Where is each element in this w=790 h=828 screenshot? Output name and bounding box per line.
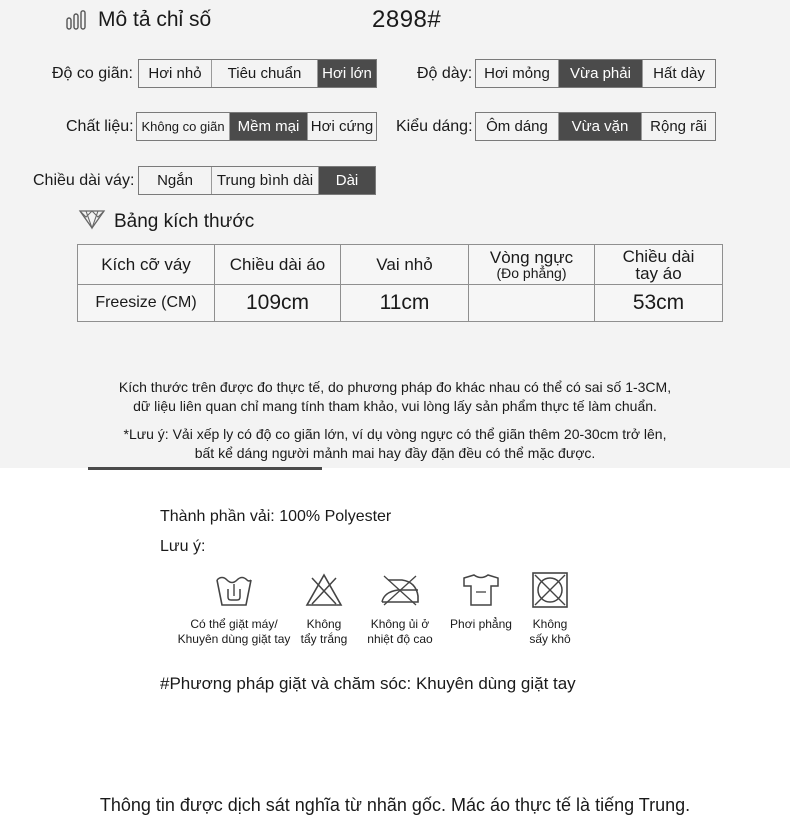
header-length: Chiều dài áo <box>215 245 341 285</box>
care-item-no-tumble-dry <box>522 572 578 647</box>
size-table-title: Bảng kích thước <box>114 210 255 232</box>
care-label-no-high-iron-2: nhiệt độ cao <box>367 632 433 646</box>
diamond-icon <box>78 208 106 235</box>
cell-sleeve: 53cm <box>595 285 723 322</box>
thickness-option-1[interactable]: Hơi mỏng <box>476 60 559 87</box>
stretch-option-2[interactable]: Tiêu chuẩn <box>212 60 318 87</box>
material-option-2[interactable]: Mềm mại <box>230 113 308 140</box>
thickness-selector <box>475 59 716 88</box>
bars-icon <box>66 10 88 30</box>
size-table <box>77 244 723 322</box>
care-label-no-bleach-1: Không <box>306 617 342 631</box>
cell-chest <box>469 285 595 322</box>
care-item-no-high-iron <box>362 572 438 647</box>
fit-label: Kiểu dáng: <box>396 118 473 135</box>
care-label-dry-flat: Phơi phẳng <box>450 617 512 631</box>
note-line-1: Kích thước trên được đo thực tế, do phương pháp đo khác nhau có thể có sai số 1-3CM, <box>118 379 672 395</box>
note-line-2: dữ liệu liên quan chỉ mang tính tham khảo, vui lòng lấy sản phẩm thực tế làm chuẩn. <box>133 398 657 414</box>
care-title: Lưu ý: <box>160 538 206 555</box>
care-label-no-high-iron-1: Không ủi ở <box>370 617 430 631</box>
fit-selector <box>475 112 716 141</box>
care-item-no-bleach <box>296 572 352 647</box>
cell-shoulder: 11cm <box>341 285 469 322</box>
care-item-dry-flat <box>446 572 516 632</box>
thickness-option-2[interactable]: Vừa phải <box>559 60 643 87</box>
care-label-machine-wash-2: Khuyên dùng giặt tay <box>177 632 291 646</box>
care-label-no-tumble-dry-2: sấy khô <box>529 632 571 646</box>
stretch-selector <box>138 59 377 88</box>
wash-method: #Phương pháp giặt và chăm sóc: Khuyên dùng giặt tay <box>160 674 576 693</box>
note-line-4: bất kể dáng người mảnh mai hay đầy đặn đều có thể mặc được. <box>194 445 596 461</box>
thickness-label: Độ dày: <box>417 65 473 82</box>
length-label: Chiều dài váy: <box>33 172 135 189</box>
fit-option-2[interactable]: Vừa vặn <box>559 113 642 140</box>
material-label: Chất liệu: <box>66 118 134 135</box>
thickness-option-3[interactable]: Hất dày <box>653 65 705 82</box>
panel-divider <box>88 467 322 470</box>
header-sleeve-line1: Chiều dài <box>622 246 695 266</box>
stretch-option-3[interactable]: Hơi lớn <box>318 60 376 87</box>
translation-note: Thông tin được dịch sát nghĩa từ nhãn gốc. Mác áo thực tế là tiếng Trung. <box>99 795 691 815</box>
size-table-heading <box>78 208 254 235</box>
header-chest-sub: (Đo phẳng) <box>496 264 567 281</box>
no-high-iron-icon <box>362 572 438 613</box>
header-sleeve <box>595 245 723 285</box>
stretch-label: Độ co giãn: <box>52 65 133 82</box>
machine-wash-icon <box>176 572 292 613</box>
care-label-machine-wash-1: Có thể giặt máy/ <box>190 617 278 631</box>
length-selector <box>138 166 376 195</box>
fit-option-3[interactable]: Rộng rãi <box>650 118 707 135</box>
fabric-composition: Thành phần vải: 100% Polyester <box>160 508 392 525</box>
care-item-machine-wash <box>176 572 292 647</box>
table-row <box>78 285 723 322</box>
material-option-3[interactable]: Hơi cứng <box>310 118 374 135</box>
header <box>66 6 211 34</box>
care-label-no-tumble-dry-1: Không <box>532 617 568 631</box>
page-title: Mô tả chỉ số <box>98 8 212 31</box>
material-option-1[interactable]: Không co giãn <box>137 113 230 140</box>
care-label-no-bleach-2: tẩy trắng <box>300 632 348 646</box>
header-shoulder: Vai nhỏ <box>341 245 469 285</box>
note-line-3: *Lưu ý: Vải xếp ly có độ co giãn lớn, ví dụ vòng ngực có thể giãn thêm 20-30cm trở lên, <box>123 426 667 442</box>
product-code: 2898# <box>372 6 442 33</box>
table-header-row <box>78 245 723 285</box>
length-option-2[interactable]: Trung bình dài <box>212 167 319 194</box>
header-sleeve-line2: tay áo <box>635 263 682 283</box>
length-option-1[interactable]: Ngắn <box>139 167 212 194</box>
header-chest <box>469 245 595 285</box>
material-selector <box>136 112 377 141</box>
header-size: Kích cỡ váy <box>78 245 215 285</box>
no-tumble-dry-icon <box>522 572 578 613</box>
stretch-option-1[interactable]: Hơi nhỏ <box>139 60 212 87</box>
header-chest-label: Vòng ngực <box>489 247 574 267</box>
dry-flat-icon <box>446 572 516 613</box>
cell-length: 109cm <box>215 285 341 322</box>
cell-size: Freesize (CM) <box>78 285 215 322</box>
fit-option-1[interactable]: Ôm dáng <box>476 113 559 140</box>
no-bleach-icon <box>296 572 352 613</box>
length-option-3[interactable]: Dài <box>319 167 375 194</box>
